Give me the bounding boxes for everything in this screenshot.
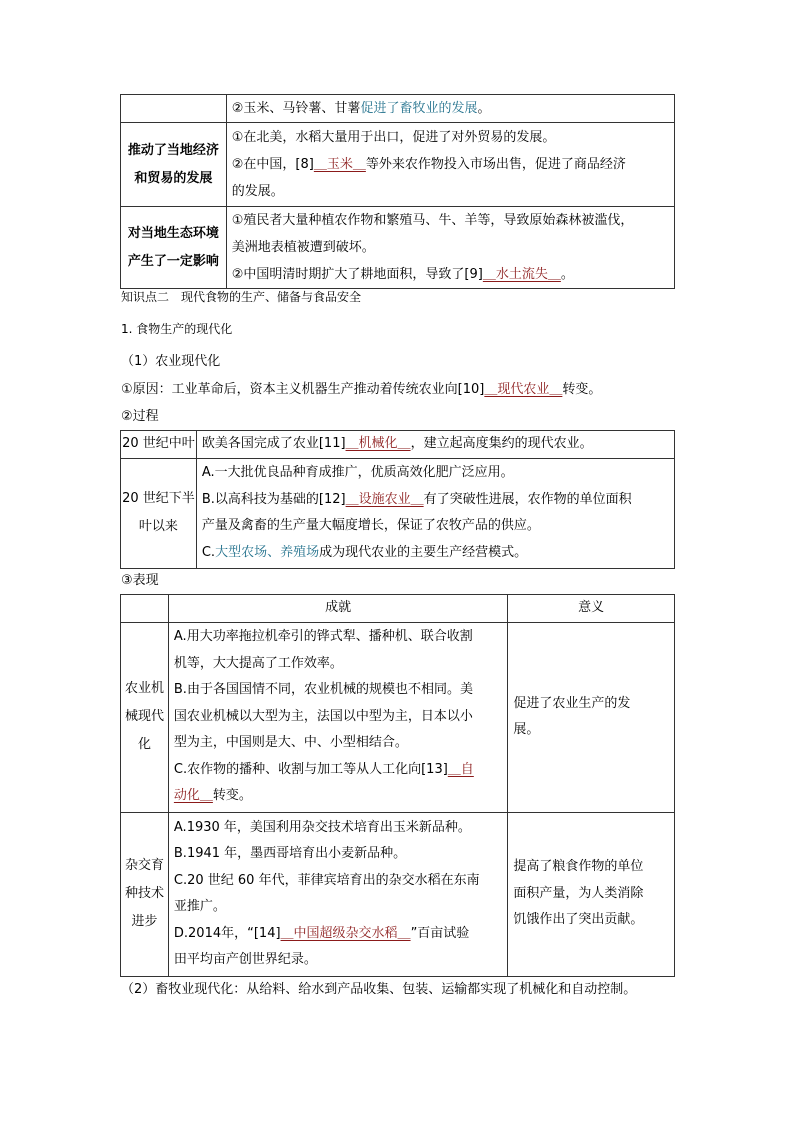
cell-line: B.1941 年，墨西哥培育出小麦新品种。: [173, 846, 407, 861]
cell-line: 产量及禽畜的生产量大幅度增长，保证了农牧产品的供应。: [201, 518, 540, 533]
table-row: [121, 812, 675, 976]
cell-text: ②中国明清时期扩大了耕地面积，导致了[9]: [231, 267, 483, 282]
row-label-line: 20 世纪下半: [122, 491, 195, 506]
highlight-text: 促进了畜牧业的发展: [360, 101, 478, 116]
row-label-line: 进步: [131, 914, 158, 929]
cell-line: 美洲地表植被遭到破坏。: [231, 240, 375, 255]
cell-line: [174, 783, 504, 810]
cell-text: 转变。: [212, 788, 252, 804]
empty-cell: [121, 95, 227, 123]
cell-text: [168, 622, 507, 812]
row-label-line: 种技术: [124, 886, 164, 901]
table-row: [121, 431, 675, 459]
row-label-line: 械现代: [124, 709, 164, 724]
reason-text: ①原因：工业革命后，资本主义机器生产推动着传统农业向[10]: [121, 382, 485, 397]
cell-text: 欧美各国完成了农业[11]: [201, 436, 346, 451]
highlight-text: 大型农场、养殖场: [215, 544, 320, 560]
row-label: 20 世纪中叶: [121, 431, 197, 459]
cell-text: [226, 207, 674, 289]
cell-line: [232, 151, 671, 178]
answer-blank-8: ＿玉米＿: [313, 157, 366, 172]
cell-line: 面积产量，为人类消除: [513, 885, 644, 901]
cell-text: 成为现代农业的主要生产经营模式。: [319, 544, 528, 560]
cell-text: [196, 431, 674, 459]
cell-text: B.以高科技为基础的[12]: [201, 491, 346, 507]
table-header-row: [121, 595, 675, 623]
cell-text: C.: [201, 544, 216, 560]
cell-line: A.用大功率拖拉机牵引的铧式犁、播种机、联合收割: [173, 629, 473, 645]
row-label-line: 产生了一定影响: [127, 253, 219, 269]
cell-line: 促进了农业生产的发: [513, 695, 631, 711]
cell-text: ②玉米、马铃薯、甘薯: [231, 101, 361, 116]
cell-line: [174, 757, 504, 784]
row-label: [121, 458, 197, 568]
reason-text: 转变。: [562, 382, 602, 397]
row-label-line: 推动了当地经济: [127, 142, 219, 158]
table-row: [121, 622, 675, 812]
table-crops-impact: [120, 94, 675, 289]
cell-text: 等外来农作物投入市场出售，促进了商品经济: [365, 157, 626, 172]
row-label: [121, 622, 169, 812]
cell-text: [226, 123, 674, 207]
column-header: 意义: [508, 595, 675, 623]
cell-text: [168, 812, 507, 976]
answer-blank-12: ＿设施农业＿: [345, 491, 424, 507]
row-label-line: 杂交育: [124, 858, 164, 873]
row-label-line: 叶以来: [138, 519, 178, 534]
cell-text: [508, 812, 675, 976]
cell-line: 国农业机械以大型为主，法国以中型为主，日本以小: [173, 708, 473, 724]
cell-text: 。: [477, 101, 491, 116]
cell-line: ①殖民者大量种植农作物和繁殖马、牛、羊等，导致原始森林被滥伐，: [231, 213, 634, 228]
answer-blank-13: ＿自: [447, 761, 474, 777]
cell-text: [226, 95, 674, 123]
table-row: [121, 95, 675, 123]
cell-line: A.1930 年，美国利用杂交技术培育出玉米新品种。: [173, 819, 471, 835]
answer-blank-14: ＿中国超级杂交水稻＿: [280, 925, 411, 941]
cell-line: 提高了粮食作物的单位: [513, 859, 644, 875]
row-label-line: 和贸易的发展: [134, 170, 213, 186]
process-heading: ②过程: [121, 409, 159, 424]
cell-line: 亚推广。: [173, 899, 226, 914]
column-header: 成就: [168, 595, 507, 623]
cell-text: D.2014年，“[14]: [173, 925, 281, 941]
cell-line: C.20 世纪 60 年代，菲律宾培育出的杂交水稻在东南: [173, 872, 480, 888]
row-label-line: 对当地生态环境: [127, 225, 219, 241]
livestock-line: （2）畜牧业现代化：从给料、给水到产品收集、包装、运输都实现了机械化和自动控制。: [121, 982, 637, 997]
answer-blank-10: ＿现代农业＿: [484, 382, 563, 397]
cell-line: 田平均亩产创世界纪录。: [173, 952, 317, 967]
row-label-line: 化: [137, 737, 151, 752]
cell-text: ②在中国，[8]: [231, 157, 314, 172]
answer-blank-11: ＿机械化＿: [345, 436, 411, 451]
table-row: [121, 123, 675, 207]
subsection-heading: （1）农业现代化: [121, 354, 221, 369]
cell-text: C.农作物的播种、收割与加工等从人工化向[13]: [173, 761, 448, 777]
cell-line: 展。: [513, 722, 540, 737]
reason-line: [121, 378, 601, 397]
answer-blank-13: 动化＿: [173, 788, 213, 804]
subsection-heading: 1. 食物生产的现代化: [121, 322, 233, 336]
cell-line: 的发展。: [231, 184, 284, 199]
cell-text: [196, 458, 674, 568]
answer-blank-9: ＿水土流失＿: [482, 267, 561, 282]
cell-line: [202, 540, 671, 567]
cell-line: [232, 261, 671, 288]
cell-line: 型为主，中国则是大、中、小型相结合。: [173, 735, 408, 751]
cell-line: 饥饿作出了突出贡献。: [513, 912, 644, 928]
cell-line: [174, 921, 504, 948]
empty-cell: [121, 595, 169, 623]
cell-text: 。: [560, 267, 574, 282]
section-heading: 知识点二 现代食物的生产、储备与食品安全: [121, 290, 362, 304]
row-label: [121, 123, 227, 207]
cell-text: ，建立起高度集约的现代农业。: [410, 436, 593, 451]
row-label: [121, 812, 169, 976]
performance-heading: ③表现: [121, 573, 159, 588]
table-performance: [120, 594, 675, 977]
cell-line: [202, 487, 671, 514]
table-row: [121, 207, 675, 289]
cell-text: 有了突破性进展，农作物的单位面积: [423, 491, 632, 507]
row-label: [121, 207, 227, 289]
cell-text: [508, 622, 675, 812]
row-label-line: 农业机: [124, 681, 164, 696]
cell-text: ”百亩试验: [410, 925, 470, 941]
cell-line: B.由于各国国情不同，农业机械的规模也不相同。美: [173, 682, 473, 698]
cell-line: 机等，大大提高了工作效率。: [173, 655, 343, 671]
cell-line: A.一大批优良品种育成推广，优质高效化肥广泛应用。: [201, 465, 514, 480]
cell-line: ①在北美，水稻大量用于出口，促进了对外贸易的发展。: [231, 130, 556, 145]
table-process: [120, 430, 675, 569]
table-row: [121, 458, 675, 568]
